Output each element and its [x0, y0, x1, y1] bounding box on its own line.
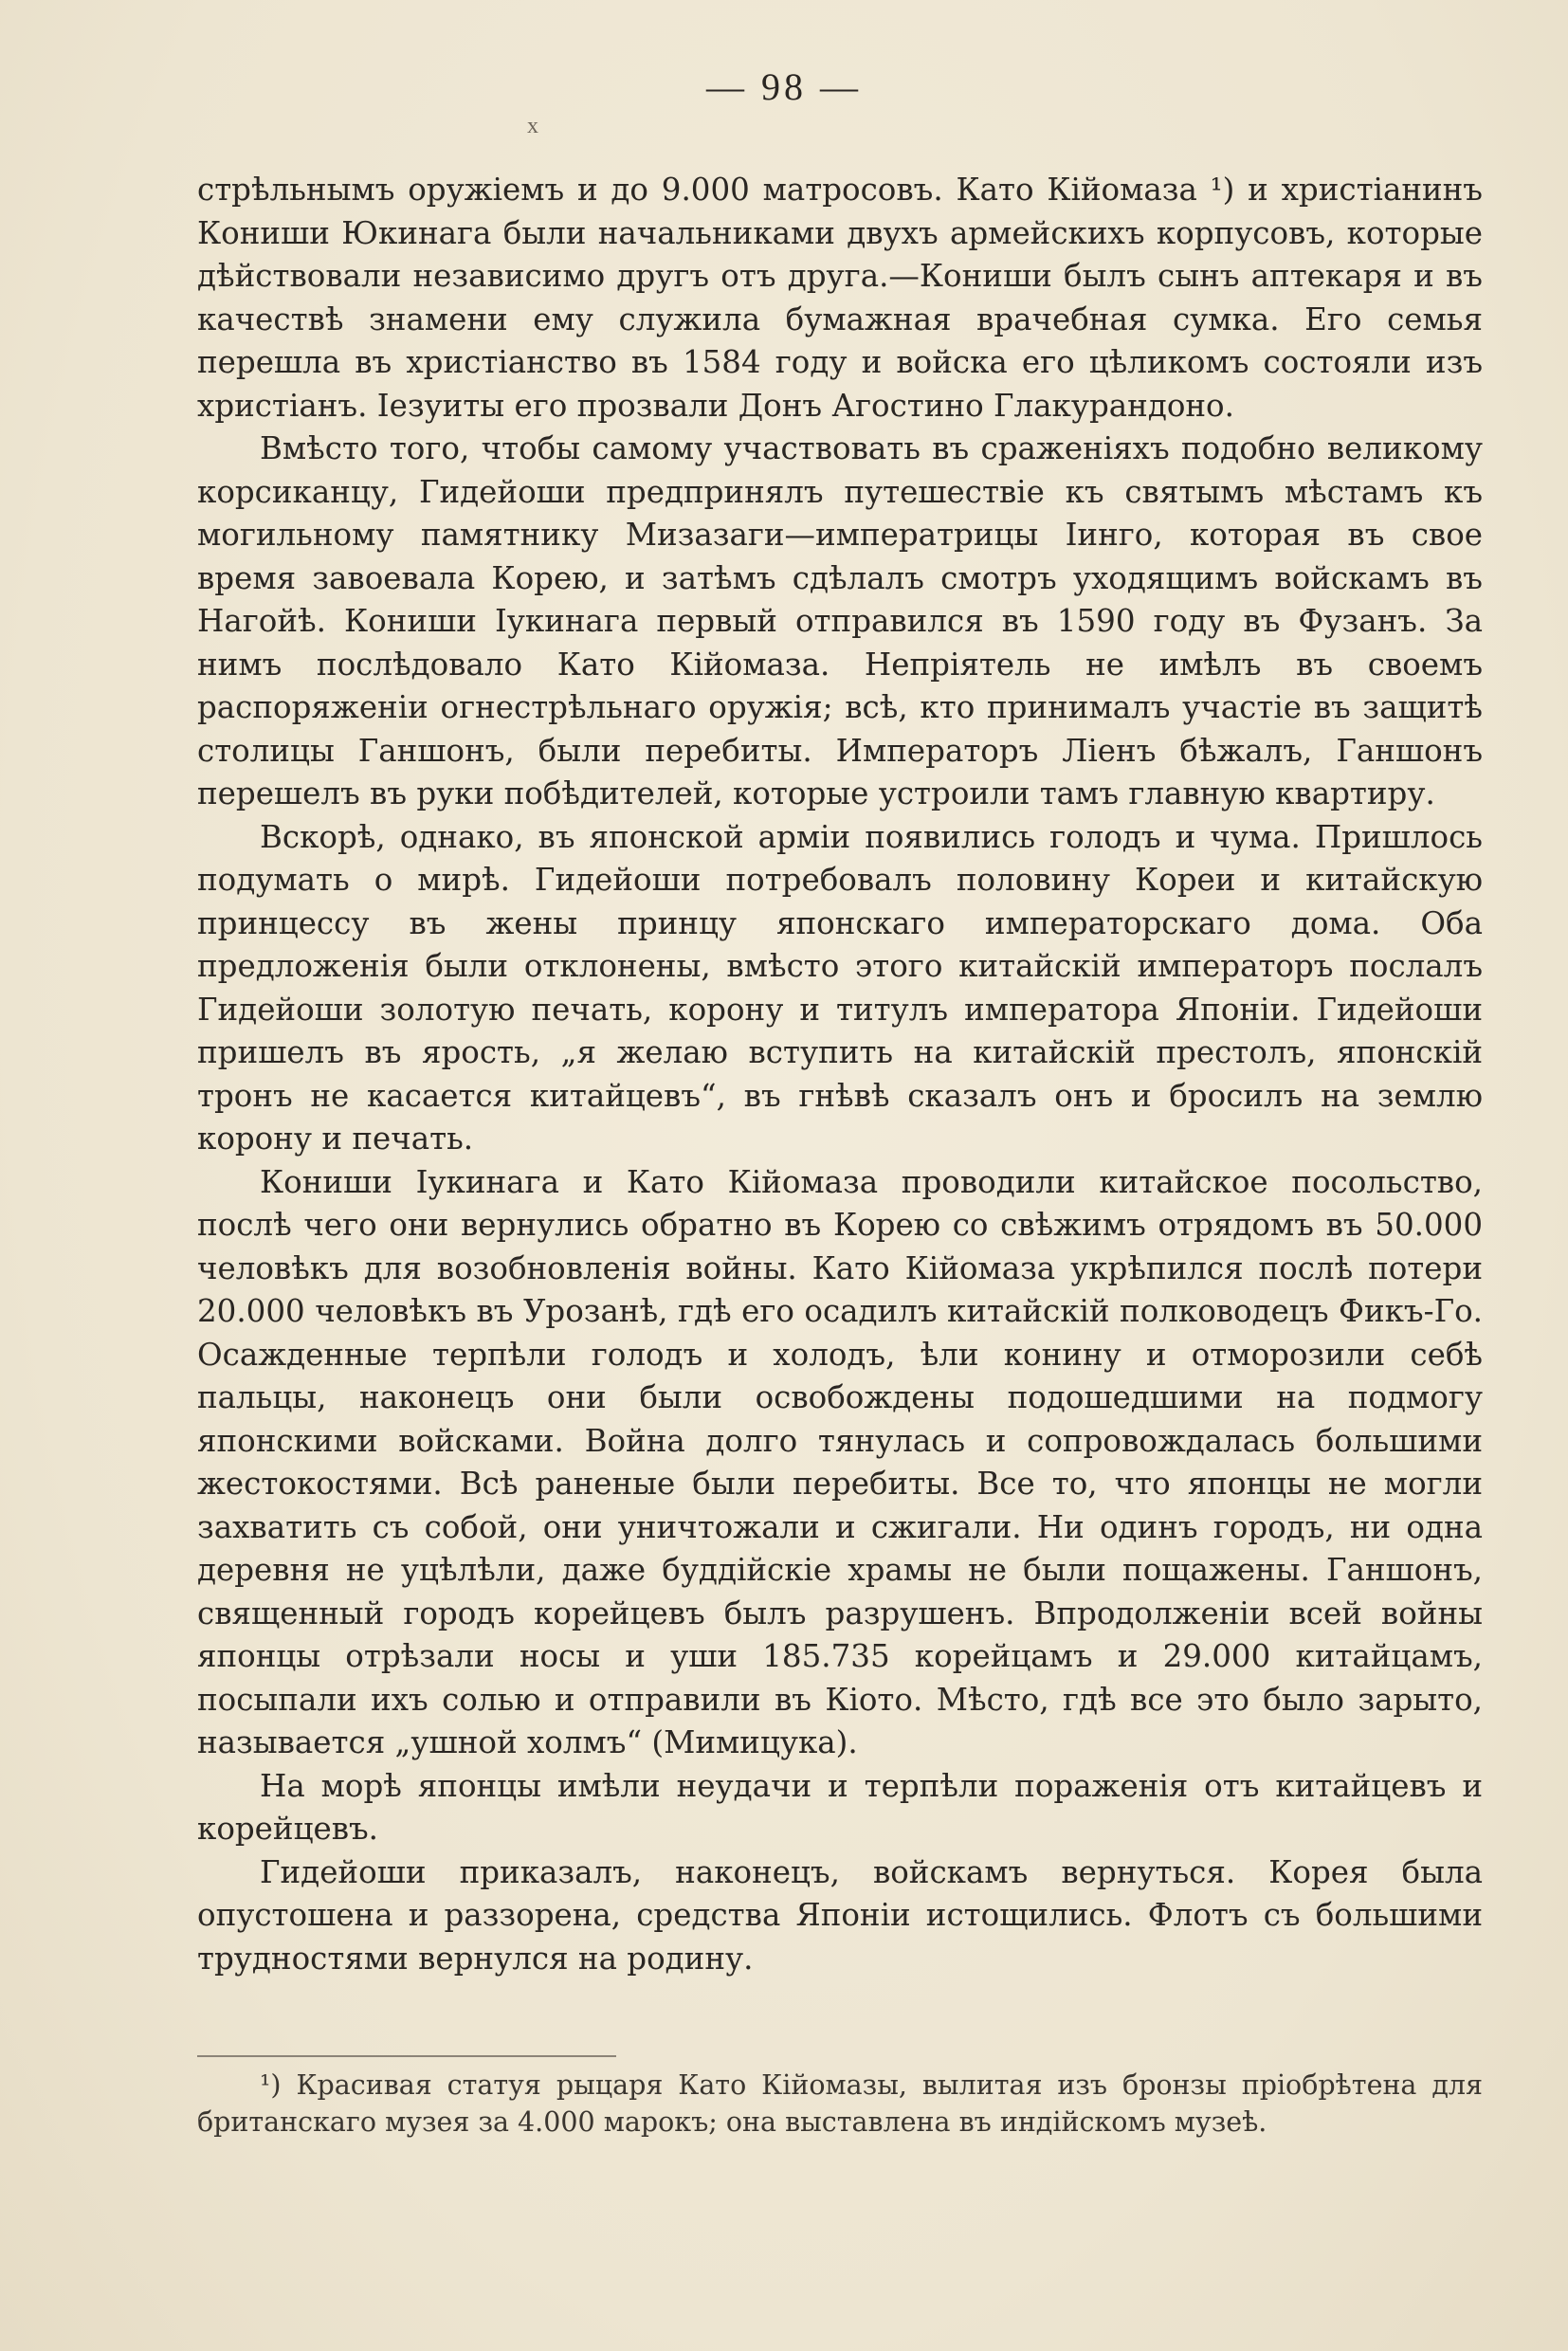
footnote: ¹) Красивая статуя рыцаря Като Кійомазы, вылитая изъ бронзы пріобрѣтена для британскаго музея за 4.000 марокъ; она выставлена въ индійскомъ музеѣ.	[197, 2069, 1483, 2138]
main-text	[197, 169, 1483, 1980]
margin-pencil-mark: x	[527, 114, 538, 138]
page-number: — 98 —	[706, 65, 862, 108]
footnote-divider	[197, 2055, 616, 2057]
paragraph-2: Вмѣсто того, чтобы самому участвовать въ сраженіяхъ подобно великому корсиканцу, Гидейоши предпринялъ путешествіе къ святымъ мѣстамъ къ могильному памятнику Мизазаги—императрицы Іинго, которая въ свое время завоевала Корею, и затѣмъ сдѣлалъ смотръ уходящимъ войскамъ въ Нагойѣ. Кониши Іукинага первый отправился въ 1590 году въ Фузанъ. За нимъ послѣдовало Като Кійомаза. Непріятель не имѣлъ въ своемъ распоряженіи огнестрѣльнаго оружія; всѣ, кто принималъ участіе въ защитѣ столицы Ганшонъ, были перебиты. Императоръ Ліенъ бѣжалъ, Ганшонъ перешелъ въ руки побѣдителей, которые устроили тамъ главную квартиру.	[197, 430, 1483, 811]
paragraph-3: Вскорѣ, однако, въ японской арміи появились голодъ и чума. Пришлось подумать о мирѣ. Гидейоши потребовалъ половину Кореи и китайскую принцессу въ жены принцу японскаго императорскаго дома. Оба предложенія были отклонены, вмѣсто этого китайскій императоръ послалъ Гидейоши золотую печать, корону и титулъ императора Японіи. Гидейоши пришелъ въ ярость, „я желаю вступить на китайскій престолъ, японскій тронъ не касается китайцевъ“, въ гнѣвѣ сказалъ онъ и бросилъ на землю корону и печать.	[197, 818, 1483, 1157]
paragraph-1: стрѣльнымъ оружіемъ и до 9.000 матросовъ. Като Кійомаза ¹) и христіанинъ Кониши Юкинага были начальниками двухъ армейскихъ корпусовъ, которые дѣйствовали независимо другъ отъ друга.—Кониши былъ сынъ аптекаря и въ качествѣ знамени ему служила бумажная врачебная сумка. Его семья перешла въ христіанство въ 1584 году и войска его цѣликомъ состояли изъ христіанъ. Іезуиты его прозвали Донъ Агостино Глакурандоно.	[197, 172, 1483, 424]
paragraph-6: Гидейоши приказалъ, наконецъ, войскамъ вернуться. Корея была опустошена и раззорена, средства Японіи истощились. Флотъ съ большими трудностями вернулся на родину.	[197, 1853, 1483, 1977]
paragraph-5: На морѣ японцы имѣли неудачи и терпѣли пораженія отъ китайцевъ и корейцевъ.	[197, 1767, 1483, 1847]
paragraph-4: Кониши Іукинага и Като Кійомаза проводили китайское посольство, послѣ чего они вернулись обратно въ Корею со свѣжимъ отрядомъ въ 50.000 человѣкъ для возобновленія войны. Като Кійомаза укрѣпился послѣ потери 20.000 человѣкъ въ Урозанѣ, гдѣ его осадилъ китайскій полководецъ Фикъ-Го. Осажденные терпѣли голодъ и холодъ, ѣли конину и отморозили себѣ пальцы, наконецъ они были освобождены подошедшими на подмогу японскими войсками. Война долго тянулась и сопровождалась большими жестокостями. Всѣ раненые были перебиты. Все то, что японцы не могли захватить съ собой, они уничтожали и сжигали. Ни одинъ городъ, ни одна деревня не уцѣлѣли, даже буддійскіе храмы не были пощажены. Ганшонъ, священный городъ корейцевъ былъ разрушенъ. Впродолженіи всей войны японцы отрѣзали носы и уши 185.735 корейцамъ и 29.000 китайцамъ, посыпали ихъ солью и отправили въ Кіото. Мѣсто, гдѣ все это было зарыто, называется „ушной холмъ“ (Мимицука).	[197, 1163, 1483, 1760]
